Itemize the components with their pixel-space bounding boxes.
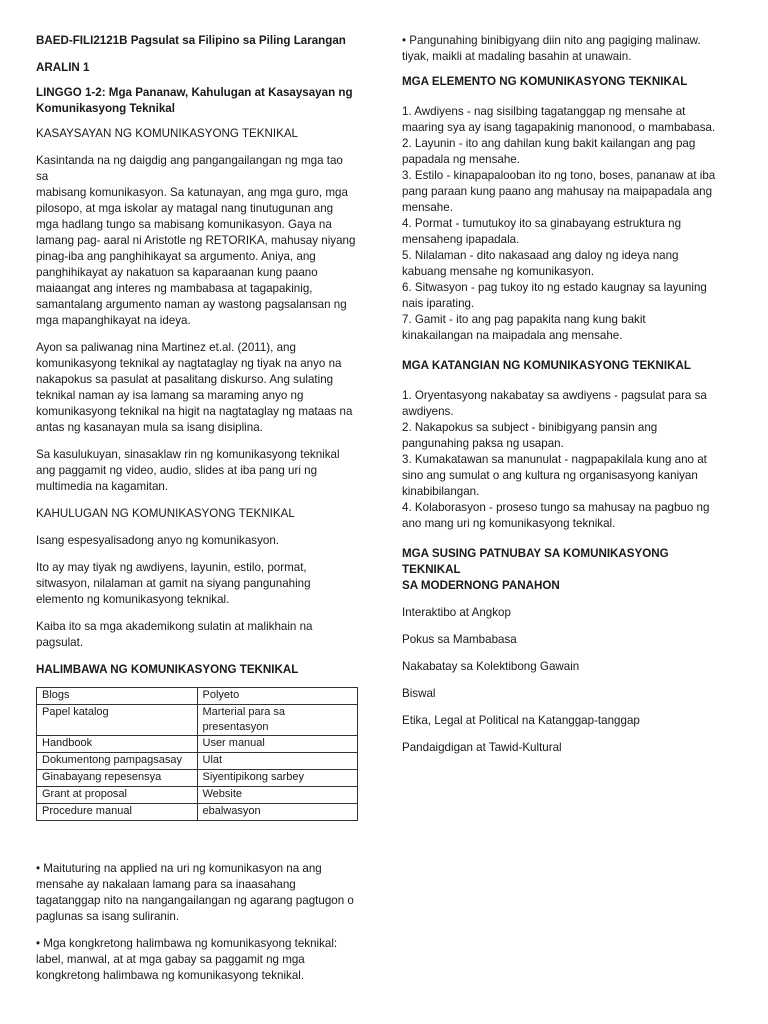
bullet-applied: • Maituturing na applied na uri ng komunikasyon na ang mensahe ay nakalaan lamang para sa inaasahang tagatanggap nito na nangangailangan ng agarang pagtugon o paglunas sa isang suliranin. bbox=[36, 862, 354, 923]
table-cell: Ginabayang repesensya bbox=[37, 770, 198, 787]
table-cell: Marterial para sa presentasyon bbox=[197, 705, 358, 736]
guides-heading: MGA SUSING PATNUBAY SA KOMUNIKASYONG TEKNIKAL SA MODERNONG PANAHON bbox=[402, 547, 669, 592]
table-cell: Ulat bbox=[197, 753, 358, 770]
table-cell: Siyentipikong sarbey bbox=[197, 770, 358, 787]
guide-item: Pandaigdigan at Tawid-Kultural bbox=[402, 741, 562, 754]
table-row bbox=[37, 770, 358, 787]
table-row bbox=[37, 753, 358, 770]
table-cell: Blogs bbox=[37, 688, 198, 705]
history-paragraph-2: Ayon sa paliwanag nina Martinez et.al. (2011), ang komunikasyong teknikal ay nagtataglay ng tiyak na anyo na nakapokus sa pasulat at pasalitang diskurso. Ang sulating teknikal naman ay isa lamang sa maraming anyo ng komunikasyong teknikal na higit na nagtataglay ng mataas na antas ng kasanayan mula sa isang disiplina. bbox=[36, 341, 353, 434]
meaning-paragraph-3: Kaiba ito sa mga akademikong sulatin at malikhain na pagsulat. bbox=[36, 620, 313, 649]
table-row bbox=[37, 787, 358, 804]
lesson-label: ARALIN 1 bbox=[36, 61, 90, 74]
bullet-clarity: • Pangunahing binibigyang diin nito ang pagiging malinaw. tiyak, maikli at madaling basahin at unawain. bbox=[402, 34, 701, 63]
table-cell: Papel katalog bbox=[37, 705, 198, 736]
examples-table bbox=[36, 687, 358, 821]
table-cell: Website bbox=[197, 787, 358, 804]
table-cell: User manual bbox=[197, 736, 358, 753]
meaning-paragraph-1: Isang espesyalisadong anyo ng komunikasyon. bbox=[36, 534, 279, 547]
table-cell: Dokumentong pampagsasay bbox=[37, 753, 198, 770]
table-cell: Polyeto bbox=[197, 688, 358, 705]
guide-item: Etika, Legal at Political na Katanggap-tanggap bbox=[402, 714, 640, 727]
elements-heading: MGA ELEMENTO NG KOMUNIKASYONG TEKNIKAL bbox=[402, 75, 688, 88]
traits-list: 1. Oryentasyong nakabatay sa awdiyens - pagsulat para sa awdiyens. 2. Nakapokus sa subject - binibigyang pansin ang pangunahing paksa ng usapan. 3. Kumakatawan sa manunulat - nagpapakilala kung ano at sino ang sumulat o ang kultura ng organisasyong kaniyan kinabibilangan. 4. Kolaborasyon - proseso tungo sa mahusay na pagbuo ng ano mang uri ng komunikasyong teknikal. bbox=[402, 389, 710, 530]
left-column bbox=[36, 33, 358, 984]
elements-list: 1. Awdiyens - nag sisilbing tagatanggap ng mensahe at maaring sya ay isang tagapakinig manonood, o mambabasa. 2. Layunin - ito ang dahilan kung bakit kailangan ang pag papadala ng mensahe. 3. Estilo - kinapapalooban ito ng tono, boses, pananaw at iba pang paraan kung paano ang mahusay na maipapadala ang mensahe. 4. Pormat - tumutukoy ito sa ginabayang estruktura ng mensaheng ipapadala. 5. Nilalaman - dito nakasaad ang daloy ng ideya nang kabuang mensahe ng komunikasyon. 6. Sitwasyon - pag tukoy ito ng estado kaugnay sa layuning nais iparating. 7. Gamit - ito ang pag papakita nang kung bakit kinakailangan na maipadala ang mensahe. bbox=[402, 105, 716, 342]
bullet-examples: • Mga kongkretong halimbawa ng komunikasyong teknikal: label, manwal, at at mga gabay sa paggamit ng mga kongkretong halimbawa ng komunikasyong teknikal. bbox=[36, 937, 338, 982]
guide-item: Biswal bbox=[402, 687, 436, 700]
meaning-heading: KAHULUGAN NG KOMUNIKASYONG TEKNIKAL bbox=[36, 507, 295, 520]
guide-item: Interaktibo at Angkop bbox=[402, 606, 511, 619]
week-title: LINGGO 1-2: Mga Pananaw, Kahulugan at Kasaysayan ng Komunikasyong Teknikal bbox=[36, 86, 353, 115]
table-cell: Handbook bbox=[37, 736, 198, 753]
table-row bbox=[37, 688, 358, 705]
traits-heading: MGA KATANGIAN NG KOMUNIKASYONG TEKNIKAL bbox=[402, 359, 691, 372]
history-paragraph-1: Kasintanda na ng daigdig ang pangangailangan ng mga tao sa mabisang komunikasyon. Sa katunayan, ang mga guro, mga pilosopo, at mga iskolar ay matagal nang tinutugunan ang mga hadlang tungo sa mabisang komunikasyon. Gaya na lamang pag- aaral ni Aristotle ng RETORIKA, mahusay niyang pinag-iba ang panghihikayat sa argumento. Aniya, ang panghihikayat ay nakatuon sa kaparaanan kung paano maiaangat ang interes ng mambabasa at tagapakinig, samantalang argumento naman ay wastong pagsalansan ng mga mapanghikayat na ideya. bbox=[36, 154, 356, 327]
course-title: BAED-FILI2121B Pagsulat sa Filipino sa Piling Larangan bbox=[36, 34, 346, 47]
table-row bbox=[37, 705, 358, 736]
history-paragraph-3: Sa kasulukuyan, sinasaklaw rin ng komunikasyong teknikal ang paggamit ng video, audio, slides at iba pang uri ng multimedia na kagamitan. bbox=[36, 448, 340, 493]
table-row bbox=[37, 736, 358, 753]
history-heading: KASAYSAYAN NG KOMUNIKASYONG TEKNIKAL bbox=[36, 127, 299, 140]
right-column bbox=[402, 33, 724, 756]
table-row bbox=[37, 804, 358, 821]
table-cell: Grant at proposal bbox=[37, 787, 198, 804]
table-cell: Procedure manual bbox=[37, 804, 198, 821]
examples-heading: HALIMBAWA NG KOMUNIKASYONG TEKNIKAL bbox=[36, 663, 299, 676]
table-cell: ebalwasyon bbox=[197, 804, 358, 821]
meaning-paragraph-2: Ito ay may tiyak ng awdiyens, layunin, estilo, pormat, sitwasyon, nilalaman at gamit na siyang pangunahing elemento ng komunikasyong teknikal. bbox=[36, 561, 311, 606]
guide-item: Pokus sa Mambabasa bbox=[402, 633, 517, 646]
guide-item: Nakabatay sa Kolektibong Gawain bbox=[402, 660, 580, 673]
